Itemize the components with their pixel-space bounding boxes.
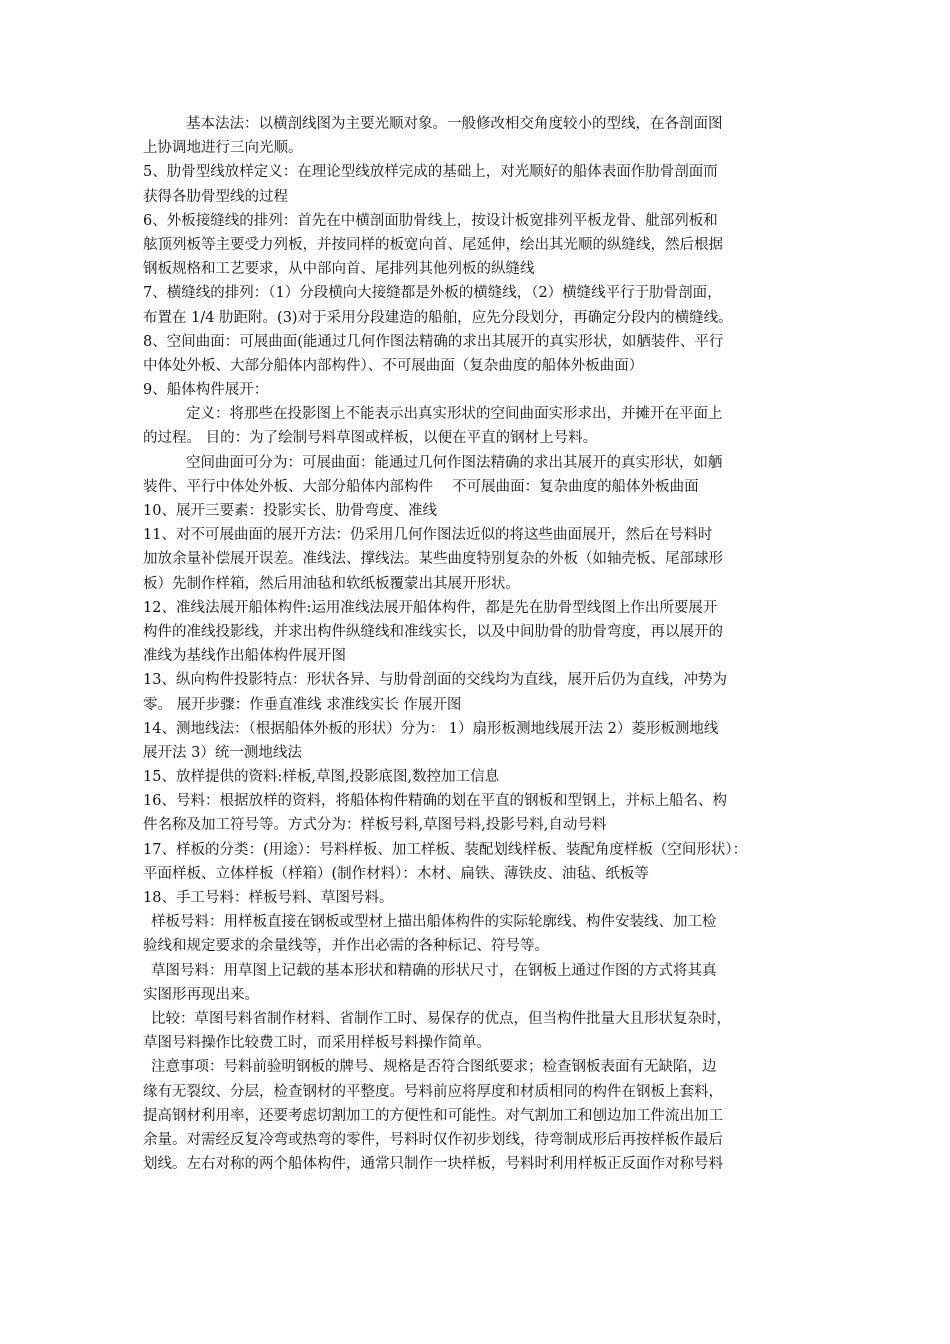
text-line: 获得各肋骨型线的过程 (143, 188, 288, 205)
text-line: 17、样板的分类：(用途）：号料样板、加工样板、装配划线样板、装配角度样板（空间形状）： (143, 841, 748, 858)
text-line: 比较：草图号料省制作材料、省制作工时、易保存的优点，但当构件批量大且形状复杂时， (151, 1010, 731, 1027)
document-page (143, 112, 810, 1176)
text-line: 定义：将那些在投影图上不能表示出真实形状的空间曲面实形求出，并摊开在平面上 (186, 406, 723, 423)
text-line: 余量。对需经反复冷弯或热弯的零件，号料时仅作初步划线，待弯制成形后再按样板作最后 (143, 1131, 723, 1148)
text-line: 上协调地进行三向光顺。 (143, 140, 303, 157)
text-line: 装件、平行中体处外板、大部分船体内部构件 不可展曲面：复杂曲度的船体外板曲面 (143, 478, 699, 495)
text-line: 缘有无裂纹、分层，检查钢材的平整度。号料前应将厚度和材质相同的构件在钢板上套料， (143, 1083, 723, 1100)
text-line: 注意事项：号料前验明钢板的牌号、规格是否符合图纸要求；检查钢板表面有无缺陷，边 (151, 1059, 717, 1076)
text-line: 5、肋骨型线放样定义：在理论型线放样完成的基础上，对光顺好的船体表面作肋骨剖面而 (143, 164, 718, 181)
text-line: 11、对不可展曲面的展开方法：仍采用几何作图法近似的将这些曲面展开，然后在号料时 (143, 527, 713, 544)
text-line: 空间曲面可分为：可展曲面：能通过几何作图法精确的求出其展开的真实形状，如舾 (186, 454, 723, 471)
text-line: 钢板规格和工艺要求，从中部向首、尾排列其他列板的纵缝线 (143, 261, 535, 278)
text-line: 15、放样提供的资料:样板,草图,投影底图,数控加工信息 (143, 769, 500, 786)
text-line: 13、纵向构件投影特点：形状各异、与肋骨剖面的交线均为直线，展开后仍为直线，冲势为 (143, 672, 727, 689)
text-line: 的过程。 目的：为了绘制号料草图或样板，以便在平直的钢材上号料。 (143, 430, 598, 447)
text-line: 板）先制作样箱，然后用油毡和软纸板覆蒙出其展开形状。 (143, 575, 520, 592)
text-line: 草图号料操作比较费工时，而采用样板号料操作简单。 (143, 1035, 491, 1052)
text-line: 草图号料：用草图上记载的基本形状和精确的形状尺寸，在钢板上通过作图的方式将其真 (151, 962, 717, 979)
text-line: 中体处外板、大部分船体内部构件）、不可展曲面（复杂曲度的船体外板曲面） (143, 357, 644, 374)
text-line: 10、展开三要素：投影实长、肋骨弯度、准线 (143, 503, 437, 519)
text-line: 验线和规定要求的余量线等，并作出必需的各种标记、符号等。 (143, 938, 549, 955)
text-line: 8、空间曲面：可展曲面(能通过几何作图法精确的求出其展开的真实形状，如舾装件、平行 (143, 333, 724, 350)
text-line: 展开法 3）统一测地线法 (143, 744, 302, 761)
text-line: 9、船体构件展开： (143, 382, 269, 399)
text-line: 18、手工号料：样板号料、草图号料。 (143, 890, 394, 906)
text-line: 准线为基线作出船体构件展开图 (143, 648, 346, 665)
text-line: 基本法法：以横剖线图为主要光顺对象。一般修改相交角度较小的型线，在各剖面图 (186, 116, 723, 132)
text-line: 7、横缝线的排列：（1）分段横向大接缝都是外板的横缝线，（2）横缝线平行于肋骨剖面， (143, 285, 722, 302)
text-line: 舷顶列板等主要受力列板，并按同样的板宽向首、尾延伸，绘出其光顺的纵缝线，然后根据 (143, 236, 723, 253)
text-line: 6、外板接缝线的排列：首先在中横剖面肋骨线上，按设计板宽排列平板龙骨、舭部列板和 (143, 212, 718, 229)
text-line: 件名称及加工符号等。方式分为：样板号料,草图号料,投影号料,自动号料 (143, 817, 607, 834)
text-line: 零。 展开步骤：作垂直准线 求准线实长 作展开图 (143, 696, 462, 713)
text-line: 14、测地线法：（根据船体外板的形状）分为： 1）扇形板测地线展开法 2）菱形板测地线 (143, 720, 719, 737)
text-line: 构件的准线投影线，并求出构件纵缝线和准线实长，以及中间肋骨的肋骨弯度，再以展开的 (143, 623, 723, 640)
text-line: 12、准线法展开船体构件:运用准线法展开船体构件，都是先在肋骨型线图上作出所要展开 (143, 599, 718, 616)
text-line: 布置在 1/4 肋距附。(3)对于采用分段建造的船舶，应先分段划分，再确定分段内的横缝线。 (143, 309, 733, 326)
text-line: 16、号料：根据放样的资料，将船体构件精确的划在平直的钢板和型钢上，并标上船名、构 (143, 793, 727, 810)
text-line: 实图形再现出来。 (143, 986, 259, 1003)
text-line: 平面样板、立体样板（样箱）(制作材料）：木材、扁铁、薄铁皮、油毡、纸板等 (143, 865, 649, 882)
text-line: 提高钢材利用率，还要考虑切割加工的方便性和可能性。对气割加工和刨边加工件流出加工 (143, 1107, 723, 1124)
text-line: 样板号料：用样板直接在钢板或型材上描出船体构件的实际轮廓线、构件安装线、加工检 (151, 914, 717, 931)
text-line: 加放余量补偿展开误差。准线法、撑线法。某些曲度特别复杂的外板（如轴壳板、尾部球形 (143, 551, 723, 568)
text-line: 划线。左右对称的两个船体构件，通常只制作一块样板，号料时利用样板正反面作对称号料 (143, 1156, 723, 1173)
